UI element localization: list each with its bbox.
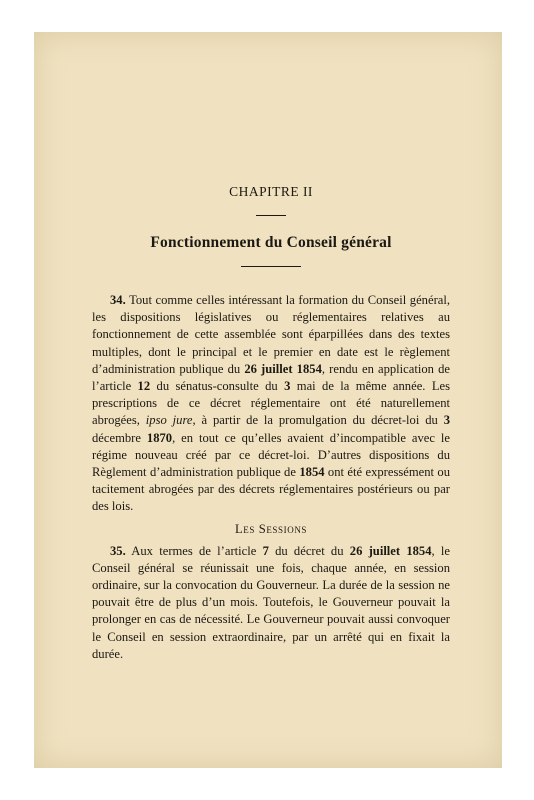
text-segment: Aux termes de l’article [125, 543, 263, 558]
paragraph-number: 35. [110, 543, 126, 558]
paragraph-34 [92, 292, 450, 516]
text-segment: 3 [284, 379, 291, 394]
page-content [92, 184, 450, 663]
text-segment: décembre [92, 430, 147, 445]
text-segment: du sénatus-consulte du [150, 379, 285, 394]
text-segment: 12 [137, 379, 151, 394]
title-divider [241, 266, 301, 267]
text-segment: Tout comme celles intéressant la formation du Conseil général, les dispositions législatives ou réglementaires relatives au fonctionnement de cette assemblée sont éparpillées dans des textes multiples, dont le principal et le premier en date est le règlement d’administration publique du [92, 293, 450, 376]
text-segment: 26 juillet 1854 [244, 361, 322, 376]
chapter-divider [256, 215, 286, 216]
chapter-title: Fonctionnement du Conseil général [150, 234, 392, 251]
paragraph-35 [92, 543, 450, 663]
text-segment: du décret du [268, 543, 350, 558]
text-segment: 26 juillet 1854 [349, 543, 432, 558]
text-segment: 7 [262, 543, 269, 558]
text-segment: mai de la même année. Les prescriptions de ce décret réglementaire ont été naturellement abrogées, [92, 379, 450, 428]
chapter-label: CHAPITRE II [229, 184, 313, 199]
text-segment: ipso jure [145, 413, 193, 428]
text-segment: ont été expressément ou tacitement abrogées par des décrets réglementaires postérieurs ou par des lois. [92, 465, 451, 514]
text-segment: , le Conseil général se réunissait une fois, chaque année, en session ordinaire, sur la convocation du Gouverneur. La durée de la session ne pouvait être de plus d’un mois. Toutefois, le Gouverneur pouvait la prolonger en cas de nécessité. Le Gouverneur pouvait aussi convoquer le Conseil en session extraordinaire, par un arrêté qui en fixait la durée. [92, 543, 451, 661]
paragraph-number: 34. [110, 293, 126, 307]
text-segment: 3 [443, 413, 450, 428]
text-segment: , rendu en application de l’article [92, 361, 450, 394]
text-segment: , à partir de la promulgation du décret-loi du [192, 413, 444, 428]
book-page [34, 32, 502, 768]
text-segment: , en tout ce qu’elles avaient d’incompatible avec le régime nouveau créé par ce décret-loi. D’autres dispositions du Règlement d’administration publique de [92, 430, 450, 480]
text-segment: 1870 [146, 430, 173, 445]
text-segment: 1854 [299, 465, 325, 480]
section-heading: Les Sessions [234, 521, 308, 536]
